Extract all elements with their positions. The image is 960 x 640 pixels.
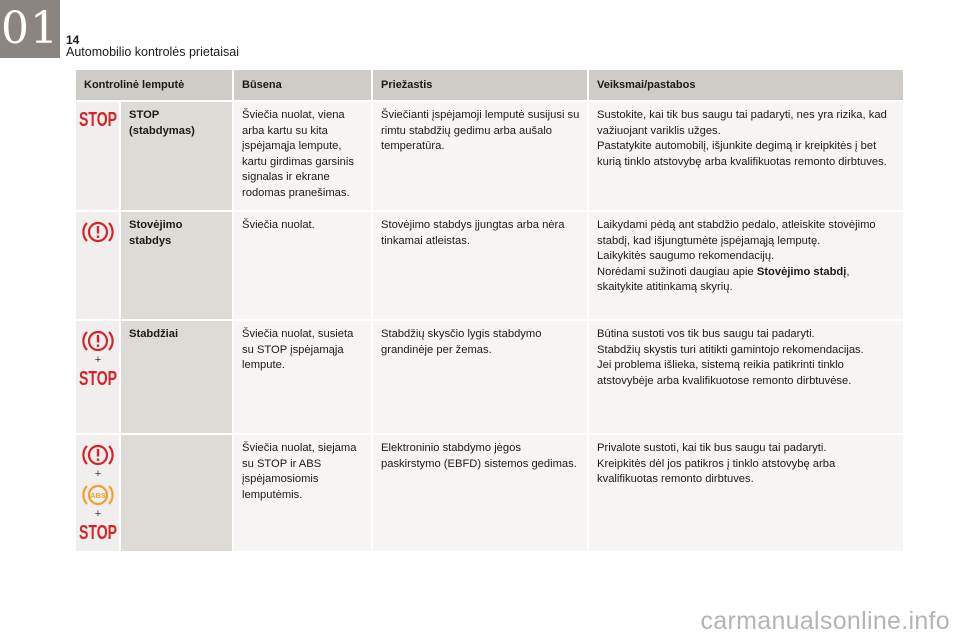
watermark: carmanualsonline.info (700, 607, 950, 635)
brake-warning-icon (81, 327, 115, 355)
indicator-name: STOP (stabdymas) (121, 100, 234, 210)
indicator-name (121, 433, 234, 551)
warning-lamps-table (76, 70, 903, 551)
indicator-state: Šviečia nuolat. (234, 210, 373, 319)
header-action: Veiksmai/pastabos (589, 70, 903, 100)
stop-icon (78, 108, 118, 131)
indicator-cause: Elektroninio stabdymo jėgos paskirstymo (EBFD) sistemos gedimas. (373, 433, 589, 551)
table-header-row (76, 70, 903, 100)
indicator-state: Šviečia nuolat, susieta su STOP įspėjamąja lempute. (234, 319, 373, 433)
abs-icon (81, 481, 115, 509)
indicator-name: Stabdžiai (121, 319, 234, 433)
brake-warning-icon (81, 218, 115, 246)
indicator-cause: Stabdžių skysčio lygis stabdymo grandinėje per žemas. (373, 319, 589, 433)
indicator-icon-cell (76, 319, 121, 433)
indicator-cause: Šviečianti įspėjamoji lemputė susijusi su rimtu stabdžių gedimu arba aušalo temperatūra. (373, 100, 589, 210)
indicator-action: Privalote sustoti, kai tik bus saugu tai padaryti. Kreipkitės dėl jos patikros į tinklo atstovybę arba kvalifikuotas remonto dirbtuves. (589, 433, 903, 551)
section-reference: Stovėjimo stabdį (756, 265, 847, 278)
indicator-icon-cell (76, 100, 121, 210)
plus-sign: + (94, 354, 102, 366)
chapter-number: 01 (1, 3, 59, 54)
table-row (76, 319, 903, 433)
indicator-action: Sustokite, kai tik bus saugu tai padaryti, nes yra rizika, kad važiuojant variklis užges. Pastatykite automobilį, išjunkite degimą ir kreipkitės į bet kurią tinklo atstovybę arba kvalifikuotas remonto dirbtuves. (589, 100, 903, 210)
table-row (76, 100, 903, 210)
header-cause: Priežastis (373, 70, 589, 100)
indicator-name: Stovėjimo stabdys (121, 210, 234, 319)
action-reference: Norėdami sužinoti daugiau apie Stovėjimo stabdį, skaitykite atitinkamą skyrių. (597, 265, 850, 294)
indicator-state: Šviečia nuolat, siejama su STOP ir ABS įspėjamosiomis lemputėmis. (234, 433, 373, 551)
header-indicator: Kontrolinė lemputė (76, 70, 234, 100)
action-line: Laikykitės saugumo rekomendacijų. (597, 250, 775, 263)
stop-icon (78, 521, 118, 544)
stop-icon-label: STOP (79, 368, 117, 390)
stop-icon-label: STOP (79, 109, 117, 131)
page-section-title: Automobilio kontrolės prietaisai (66, 45, 240, 59)
indicator-state: Šviečia nuolat, viena arba kartu su kita įspėjamąja lempute, kartu girdimas garsinis signalas ir ekrane rodomas pranešimas. (234, 100, 373, 210)
page-number: 14 (66, 33, 80, 47)
action-line: Laikydami pėdą ant stabdžio pedalo, atleiskite stovėjimo stabdį, kad išjungtumėte įspėjamąją lemputę. (597, 219, 876, 247)
brake-warning-icon (81, 441, 115, 469)
indicator-action: Būtina sustoti vos tik bus saugu tai padaryti. Stabdžių skystis turi atitikti gamintojo rekomendacijas. Jei problema išlieka, sistemą reikia patikrinti tinklo atstovybėje arba kvalifikuotose remonto dirbtuvėse. (589, 319, 903, 433)
indicator-action (589, 210, 903, 319)
stop-icon (78, 367, 118, 390)
table-row (76, 210, 903, 319)
abs-icon-label: ABS (90, 491, 106, 500)
plus-sign: + (94, 468, 102, 480)
indicator-icon-cell (76, 210, 121, 319)
table-row (76, 433, 903, 551)
plus-sign: + (94, 508, 102, 520)
indicator-cause: Stovėjimo stabdys įjungtas arba nėra tinkamai atleistas. (373, 210, 589, 319)
stop-icon-label: STOP (79, 522, 117, 544)
header-state: Būsena (234, 70, 373, 100)
indicator-icon-cell (76, 433, 121, 551)
chapter-tab (0, 0, 60, 58)
